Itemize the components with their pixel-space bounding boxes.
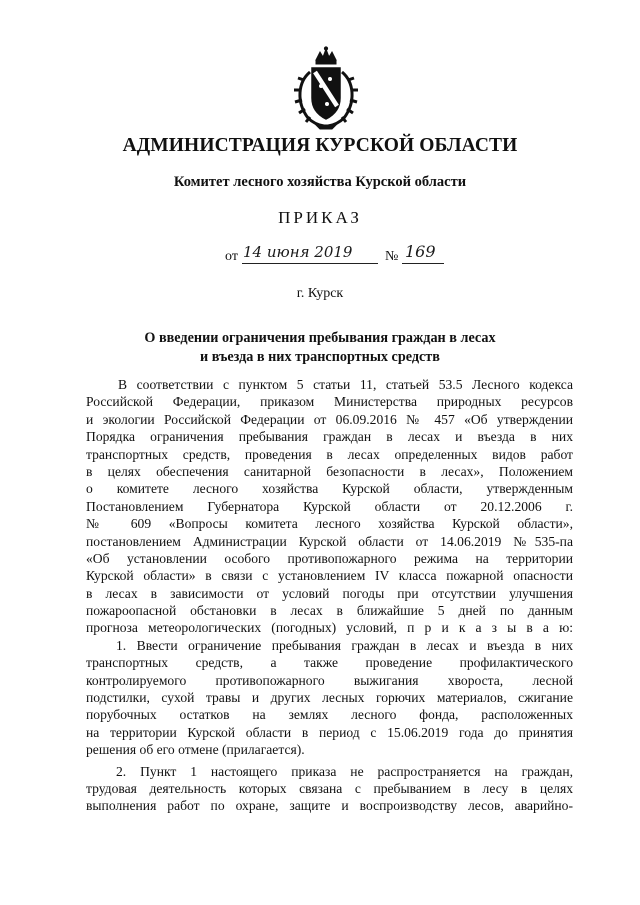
body-line: Курской области» в связи с установлением IV класса пожарной опасности xyxy=(86,568,573,584)
body-line: Порядка ограничения пребывания граждан в лесах и въезда в них xyxy=(86,429,573,445)
body-line: в целях обеспечения санитарной безопасности в лесах», Положением xyxy=(86,463,573,479)
body-line: выполнения работ по охране, защите и воспроизводству лесов, аварийно- xyxy=(86,798,573,814)
body-line: трудовая деятельность которых связана с пребыванием в лесу в целях xyxy=(86,780,573,796)
order-body-text xyxy=(86,376,573,815)
document-type-title: ПРИКАЗ xyxy=(278,208,362,227)
body-line: подстилки, сухой травы и других лесных горючих материалов, сжигание xyxy=(86,690,573,706)
body-line: «Об установлении особого противопожарного режима на территории xyxy=(86,550,573,566)
administration-heading: АДМИНИСТРАЦИЯ КУРСКОЙ ОБЛАСТИ xyxy=(122,135,518,156)
body-line: о комитете лесного хозяйства Курской области, утвержденным xyxy=(86,481,573,497)
body-line: пожароопасной обстановки в лесах в ближайшие 5 дней по данным xyxy=(86,603,573,619)
body-line: 1. Ввести ограничение пребывания граждан в лесах и въезда в них xyxy=(116,637,573,653)
body-line: Российской Федерации, приказом Министерства природных ресурсов xyxy=(86,394,573,410)
body-line: в лесах в зависимости от условий погоды при отсутствии улучшения xyxy=(86,585,573,601)
date-number-line xyxy=(0,243,640,269)
order-title-line-1: О введении ограничения пребывания граждан в лесах xyxy=(144,330,496,346)
body-line: на территории Курской области в период с 15.06.2019 года до принятия xyxy=(86,724,573,740)
body-line: 2. Пункт 1 настоящего приказа не распространяется на граждан, xyxy=(116,763,573,779)
committee-name: Комитет лесного хозяйства Курской области xyxy=(173,174,467,190)
body-line: контролируемого противопожарного выжигания хвороста, лесной xyxy=(86,672,573,688)
coat-of-arms-emblem xyxy=(290,46,362,130)
body-line: № 609 «Вопросы комитета лесного хозяйства Курской области», xyxy=(86,516,573,532)
body-line: порубочных остатков на землях лесного фонда, расположенных xyxy=(86,707,573,723)
body-line: и экологии Российской Федерации от 06.09.2016 № 457 «Об утверждении xyxy=(86,411,573,427)
number-prefix: № xyxy=(385,249,399,264)
body-line: транспортных средств, проведения в лесах определенных видов работ xyxy=(86,446,573,462)
handwritten-date: 14 июня 2019 xyxy=(243,243,353,261)
city-name: г. Курск xyxy=(296,286,344,301)
handwritten-number: 169 xyxy=(405,242,436,261)
date-prefix: от xyxy=(225,249,238,264)
body-line: прогноза метеорологических (погодных) условий, п р и к а з ы в а ю: xyxy=(86,620,573,636)
body-line: В соответствии с пунктом 5 статьи 11, статьей 53.5 Лесного кодекса xyxy=(118,377,573,392)
order-title-line-2: и въезда в них транспортных средств xyxy=(200,349,440,365)
body-line: Постановлением Губернатора Курской области от 20.12.2006 г. xyxy=(86,498,573,514)
body-line: транспортных средств, а также проведение профилактического xyxy=(86,655,573,671)
body-line: постановлением Администрации Курской области от 14.06.2019 №535-па xyxy=(86,533,573,549)
body-line: решения об его отмене (прилагается). xyxy=(86,742,305,758)
